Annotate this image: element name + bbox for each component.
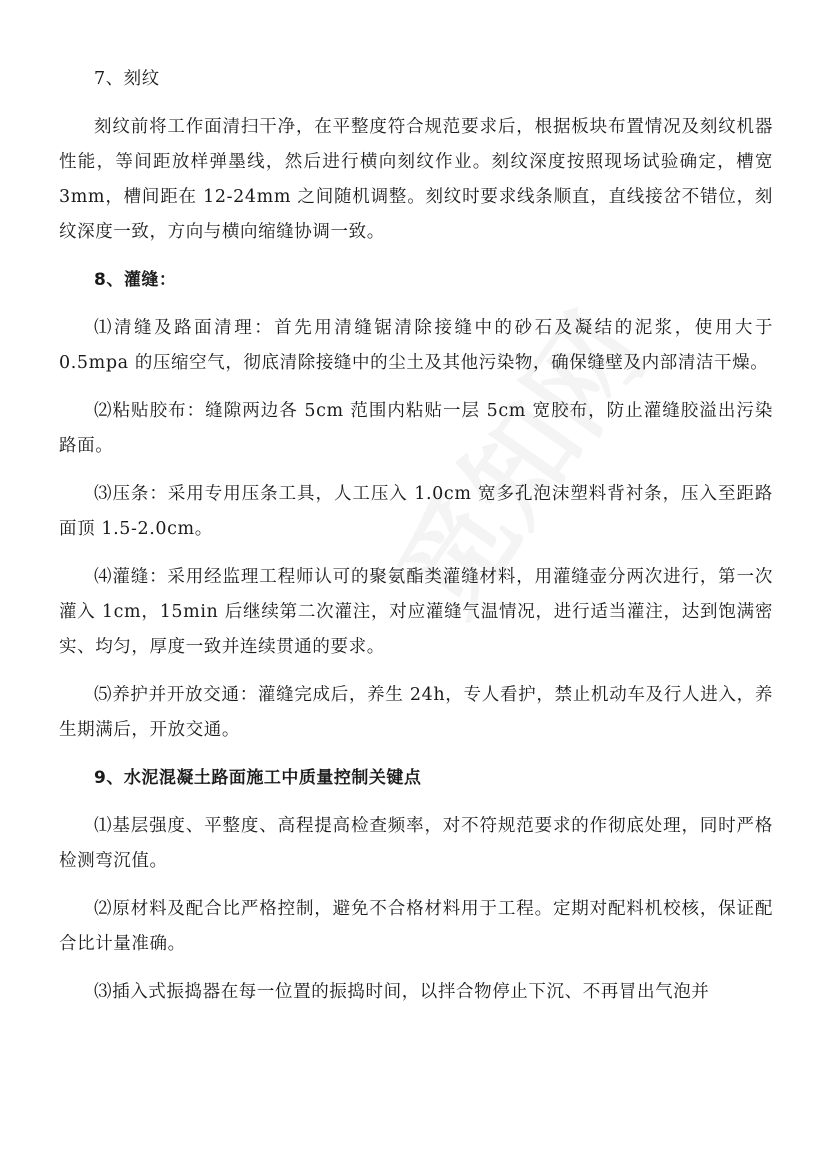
section-7-paragraph: 刻纹前将工作面清扫干净，在平整度符合规范要求后，根据板块布置情况及刻纹机器性能，等间距放样弹墨线，然后进行横向刻纹作业。刻纹深度按照现场试验确定，槽宽 3mm，槽间距在 12-24mm 之间随机调整。刻纹时要求线条顺直，直线接岔不错位，刻纹深度一致，方向与横向缩缝协调一致。 — [59, 117, 773, 242]
section-9-paragraph: ⑶插入式振捣器在每一位置的振捣时间，以拌合物停止下沉、不再冒出气泡并 — [94, 982, 710, 1002]
section-8-paragraph: ⑵粘贴胶布：缝隙两边各 5cm 范围内粘贴一层 5cm 宽胶布，防止灌缝胶溢出污染路面。 — [59, 401, 773, 456]
section-9-title: 9、水泥混凝土路面施工中质量控制关键点 — [94, 768, 422, 788]
document-body — [59, 62, 773, 1023]
section-8-paragraph: ⑸养护并开放交通：灌缝完成后，养生 24h，专人看护，禁止机动车及行人进入，养生期满后，开放交通。 — [59, 685, 773, 740]
section-8-paragraph: ⑴清缝及路面清理：首先用清缝锯清除接缝中的砂石及凝结的泥浆，使用大于 0.5mpa 的压缩空气，彻底清除接缝中的尘土及其他污染物，确保缝壁及内部清洁干燥。 — [59, 318, 773, 373]
section-7-title: 7、刻纹 — [94, 69, 160, 89]
section-9-paragraph: ⑴基层强度、平整度、高程提高检查频率，对不符规范要求的作彻底处理，同时严格检测弯沉值。 — [59, 816, 773, 871]
section-9-paragraph: ⑵原材料及配合比严格控制，避免不合格材料用于工程。定期对配料机校核，保证配合比计量准确。 — [59, 899, 773, 954]
section-8-title: 8、灌缝： — [94, 270, 177, 290]
section-8-paragraph: ⑶压条：采用专用压条工具，人工压入 1.0cm 宽多孔泡沫塑料背衬条，压入至距路面顶 1.5-2.0cm。 — [59, 484, 773, 539]
section-8-paragraph: ⑷灌缝：采用经监理工程师认可的聚氨酯类灌缝材料，用灌缝壶分两次进行，第一次灌入 1cm，15min 后继续第二次灌注，对应灌缝气温情况，进行适当灌注，达到饱满密实、均匀，厚度一致并连续贯通的要求。 — [59, 567, 773, 657]
